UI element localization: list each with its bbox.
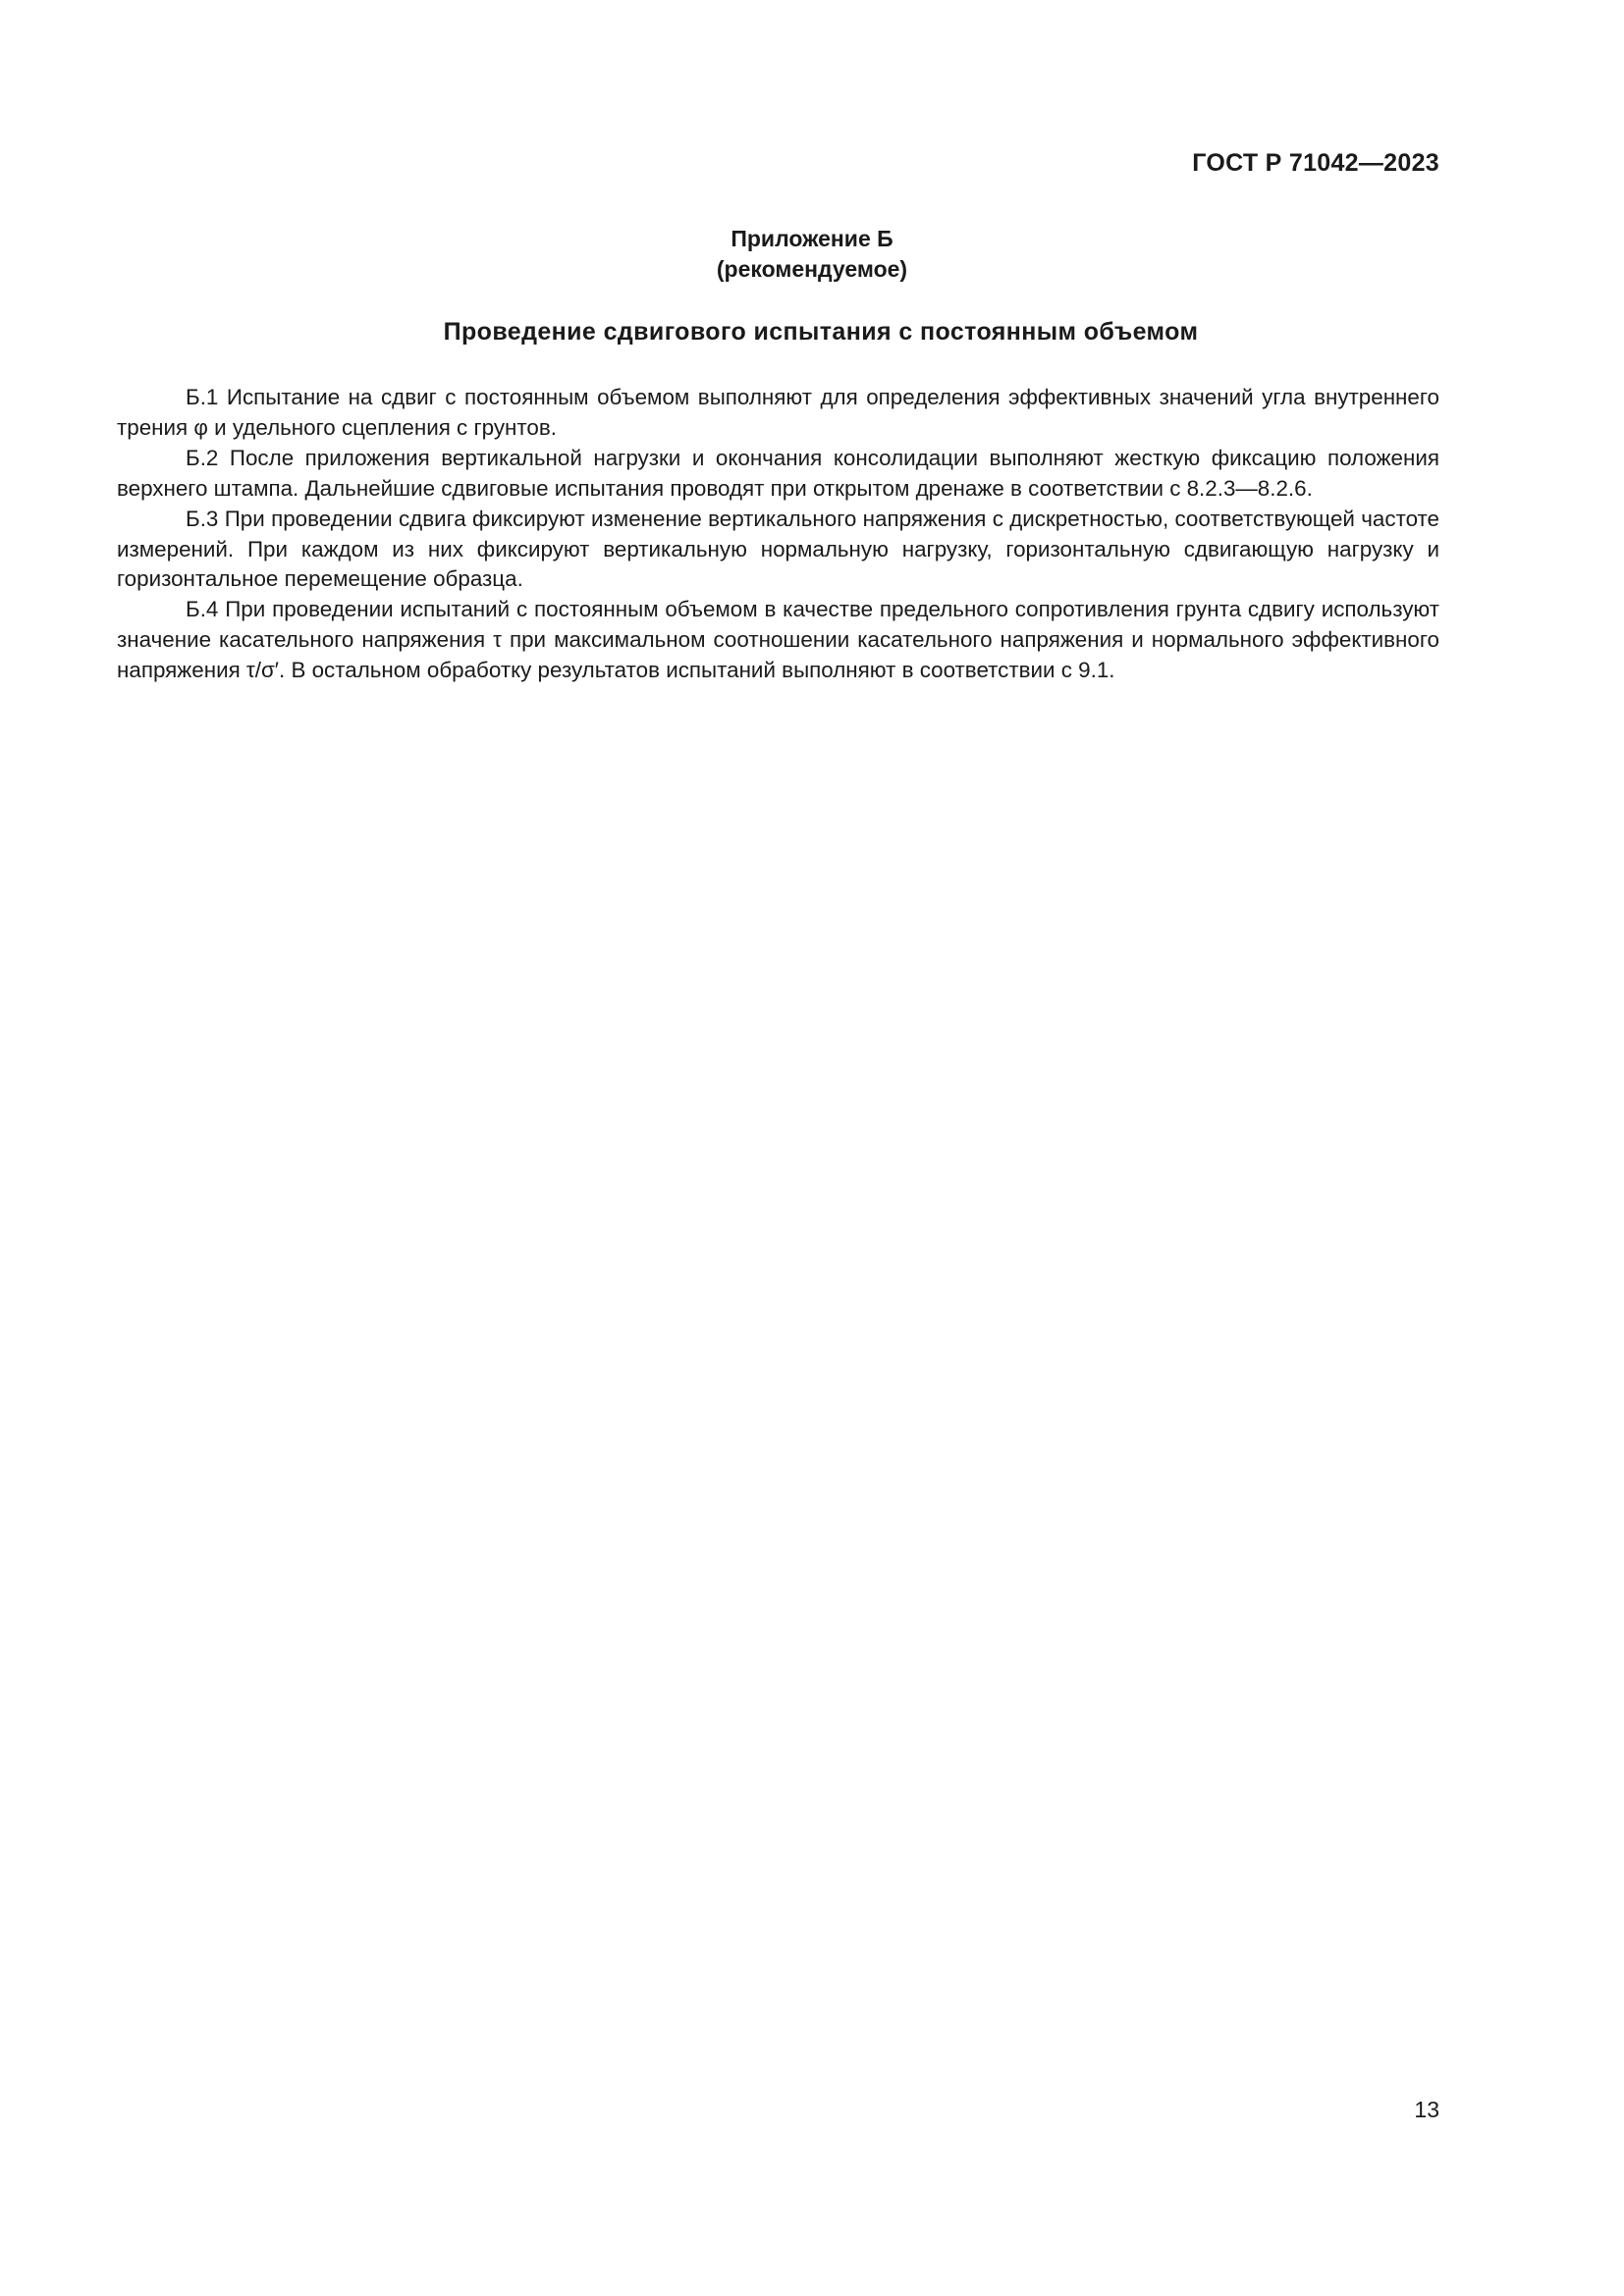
- appendix-label: Приложение Б: [731, 226, 893, 251]
- appendix-status: (рекомендуемое): [716, 256, 908, 282]
- paragraph-b3: Б.3 При проведении сдвига фиксируют изменение вертикального напряжения с дискретностью, соответствующей частоте измерений. При каждом из них фиксируют вертикальную нормальную нагрузку, горизонтальную сдвигающую нагрузку и горизонтальное перемещение образца.: [117, 506, 1439, 592]
- paragraph-b4: Б.4 При проведении испытаний с постоянным объемом в качестве предельного сопротивления грунта сдвигу используют значение касательного напряжения τ при максимальном соотношении касательного напряжения и нормального эффективного напряжения τ/σ′. В остальном обработку результатов испытаний выполняют в соответствии с 9.1.: [117, 597, 1439, 683]
- section-title: Проведение сдвигового испытания с постоянным объемом: [443, 318, 1199, 346]
- appendix-heading: [0, 224, 1624, 285]
- document-designation: ГОСТ Р 71042—2023: [1192, 149, 1439, 177]
- paragraph-b2: Б.2 После приложения вертикальной нагрузки и окончания консолидации выполняют жесткую фиксацию положения верхнего штампа. Дальнейшие сдвиговые испытания проводят при открытом дренаже в соответствии с 8.2.3—8.2.6.: [117, 445, 1439, 501]
- body-text: [117, 383, 1439, 686]
- paragraph-b1: Б.1 Испытание на сдвиг с постоянным объемом выполняют для определения эффективных значений угла внутреннего трения φ и удельного сцепления c грунтов.: [117, 385, 1439, 440]
- page-number: 13: [1414, 2097, 1439, 2122]
